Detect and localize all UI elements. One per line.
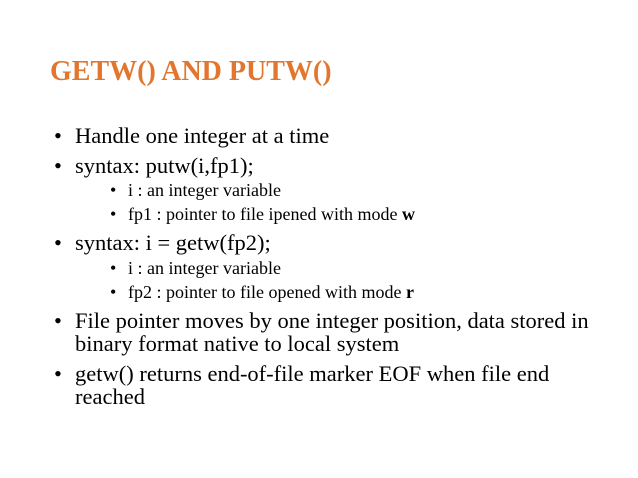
slide-title: GETW() AND PUTW() xyxy=(50,56,332,87)
bullet-list xyxy=(54,124,614,415)
sub-bullet-text: fp2 : pointer to file opened with mode xyxy=(128,281,406,302)
mode-letter: r xyxy=(405,281,414,302)
sub-bullet-item xyxy=(75,204,614,225)
bullet-text: Handle one integer at a time xyxy=(75,123,330,148)
bullet-text: syntax: i = getw(fp2); xyxy=(75,230,271,255)
sub-bullet-icon: • xyxy=(110,204,117,224)
bullet-icon: • xyxy=(54,152,62,178)
bullet-item xyxy=(54,231,614,303)
bullet-item xyxy=(54,362,614,409)
sub-bullet-icon: • xyxy=(110,180,117,200)
bullet-item xyxy=(54,124,614,148)
sub-bullet-item xyxy=(75,258,614,279)
bullet-icon: • xyxy=(54,230,62,255)
sub-bullet-icon: • xyxy=(110,257,117,278)
bullet-text: File pointer moves by one integer position, data stored in binary format native to local system xyxy=(75,307,589,356)
bullet-item xyxy=(54,309,614,356)
bullet-icon: • xyxy=(54,307,62,333)
sub-bullet-text: i : an integer variable xyxy=(128,257,281,278)
sub-bullet-item xyxy=(75,282,614,303)
mode-letter: w xyxy=(401,204,415,224)
bullet-text: getw() returns end-of-file marker EOF when file end reached xyxy=(75,360,550,409)
sub-bullet-text: fp1 : pointer to file ipened with mode xyxy=(128,204,402,224)
sub-bullet-list xyxy=(75,258,614,303)
bullet-icon: • xyxy=(54,123,62,148)
sub-bullet-icon: • xyxy=(110,281,117,302)
sub-bullet-text: i : an integer variable xyxy=(128,180,281,200)
sub-bullet-list xyxy=(75,180,614,225)
bullet-item xyxy=(54,154,614,226)
sub-bullet-item xyxy=(75,180,614,201)
bullet-text: syntax: putw(i,fp1); xyxy=(75,152,254,178)
bullet-icon: • xyxy=(54,360,62,386)
